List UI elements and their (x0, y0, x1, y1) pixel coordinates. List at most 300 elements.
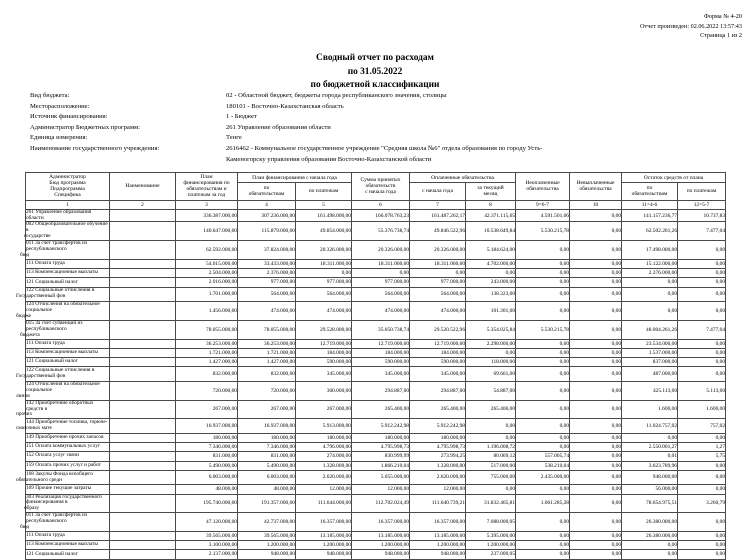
row-value-cell: 0,00 (516, 260, 570, 269)
row-value-cell: 2.435.000,00 (516, 470, 570, 485)
row-value-cell: 5.490.000,00 (176, 461, 238, 470)
colnum: 7 (410, 200, 466, 209)
row-value-cell: 18.311.000,00 (352, 260, 410, 269)
row-value-cell: 5.395.000,00 (466, 532, 516, 541)
row-value-cell: 0,00 (516, 287, 570, 302)
row-value-cell: 184.000,00 (410, 348, 466, 357)
header-undisbursed-obligations (570, 173, 622, 201)
header-line: обязательства (579, 186, 612, 193)
row-value-cell: 590.000,00 (352, 358, 410, 367)
row-label-line: 168 Закупы Фонда всеобщего (26, 470, 93, 477)
header-unpaid-obligations (516, 173, 570, 201)
row-value-cell: 0,00 (570, 367, 622, 382)
row-name-cell (110, 381, 176, 400)
row-code-and-name (26, 452, 110, 461)
row-value-cell: 0,00 (570, 222, 622, 241)
row-value-cell: 5.912.242,98 (410, 419, 466, 434)
row-value-cell: 0,00 (516, 433, 570, 442)
row-value-cell: 831.000,00 (238, 452, 296, 461)
row-value-cell: 1.200.000,00 (410, 541, 466, 550)
row-value-cell: 36.253.000,00 (176, 339, 238, 348)
row-value-cell: 274.000,00 (296, 452, 352, 461)
row-label-line-2: Государственный фон (16, 373, 66, 380)
row-value-cell: 948.000,00 (410, 550, 466, 559)
row-value-cell: 55.376.738,74 (352, 222, 410, 241)
row-label-line: 149 Приобретение прочих запасов (26, 434, 104, 441)
row-value-cell: 6.003.000,00 (238, 470, 296, 485)
row-value-cell: 7.346.000,00 (238, 443, 296, 452)
row-value-cell: 0,00 (570, 287, 622, 302)
row-value-cell: 243.000,00 (466, 278, 516, 287)
header-remainder-by-obligations (622, 183, 678, 200)
row-value-cell: 1.200.000,00 (238, 541, 296, 550)
colnum: 12=5-7 (678, 200, 726, 209)
row-value-cell: 180.000,00 (176, 433, 238, 442)
row-value-cell: 12.000,00 (352, 485, 410, 494)
row-value-cell: 273.994,25 (410, 452, 466, 461)
row-value-cell: 265.400,00 (410, 400, 466, 419)
row-name-cell (110, 433, 176, 442)
param-institution-name-cont: Каменогорску управления образования Восточно-Казахстанской области (226, 155, 432, 163)
row-value-cell: 0,00 (570, 209, 622, 222)
row-value-cell: 33.433.000,00 (238, 260, 296, 269)
row-value-cell: 2.376.000,00 (622, 269, 678, 278)
row-value-cell: 0,00 (516, 541, 570, 550)
row-value-cell: 18.311.000,00 (410, 260, 466, 269)
row-value-cell: 1.061.285,28 (516, 494, 570, 513)
row-value-cell: 0,00 (516, 485, 570, 494)
row-value-cell: 0,00 (678, 241, 726, 260)
row-value-cell: 0,00 (516, 513, 570, 532)
row-value-cell: 0,00 (622, 541, 678, 550)
param-label: Наименование государственного учреждения: (30, 144, 160, 152)
row-code-and-name (26, 339, 110, 348)
row-value-cell: 118.000,00 (466, 358, 516, 367)
row-code-and-name (26, 433, 110, 442)
row-value-cell: 267.000,00 (176, 400, 238, 419)
row-value-cell: 977.000,00 (238, 278, 296, 287)
row-value-cell: 0,00 (570, 348, 622, 357)
row-value-cell: 5.184.624,00 (466, 241, 516, 260)
row-value-cell: 48.000,00 (238, 485, 296, 494)
header-name: Наименование (110, 173, 176, 201)
row-value-cell: 0,00 (678, 287, 726, 302)
row-value-cell: 0,00 (466, 485, 516, 494)
param-value: 180101 - Восточно-Казахстанская область (226, 102, 344, 110)
row-value-cell: 161.487.262,17 (410, 209, 466, 222)
row-value-cell: 0,00 (678, 550, 726, 559)
header-by-payments: по платежам (296, 183, 352, 200)
row-value-cell: 80.069,12 (466, 452, 516, 461)
colnum: 8 (466, 200, 516, 209)
row-label-line: 152 Оплата услуг связи (26, 452, 79, 459)
row-value-cell: 265.400,00 (352, 400, 410, 419)
row-name-cell (110, 287, 176, 302)
header-group-row (26, 173, 726, 183)
row-value-cell: 837.000,00 (622, 358, 678, 367)
row-value-cell: 0,00 (516, 339, 570, 348)
row-value-cell: 29.520.522,96 (410, 320, 466, 339)
row-label-line-2: обязательного средн (16, 476, 62, 483)
row-value-cell: 0,00 (516, 302, 570, 321)
row-value-cell: 16.357.000,00 (352, 513, 410, 532)
table-row (26, 433, 726, 442)
header-classification (26, 173, 110, 201)
row-label-line-2: прочих (16, 411, 33, 418)
row-value-cell: 564.000,00 (296, 287, 352, 302)
row-value-cell: 1.200.000,00 (296, 541, 352, 550)
header-line: финансирования по (183, 180, 230, 187)
row-value-cell: 47.120.000,00 (176, 513, 238, 532)
row-code-and-name (16, 367, 110, 382)
title-line-3: по бюджетной классификации (310, 80, 440, 91)
row-value-cell: 294.887,00 (352, 381, 410, 400)
param-label: Месторасположение: (30, 102, 90, 110)
expenditure-table (16, 172, 726, 560)
row-value-cell: 35.050.738,74 (352, 320, 410, 339)
row-value-cell: 5.912.242,98 (352, 419, 410, 434)
row-value-cell: 5,75 (678, 452, 726, 461)
row-value-cell: 5.530.215,78 (516, 320, 570, 339)
row-value-cell: 15.122.000,00 (622, 260, 678, 269)
report-parameters (30, 93, 730, 167)
row-code-and-name (26, 485, 110, 494)
row-value-cell: 425.113,00 (622, 381, 678, 400)
row-value-cell: 78.055.000,00 (176, 320, 238, 339)
row-label-line: 303 Реализация государственного финансирования в (26, 493, 102, 506)
row-value-cell: 517.000,00 (466, 461, 516, 470)
row-value-cell: 590.000,00 (296, 358, 352, 367)
row-value-cell: 0,00 (516, 400, 570, 419)
table-row (26, 287, 726, 302)
row-label-line: 121 Социальный налог (26, 358, 78, 365)
row-value-cell: 0,00 (622, 433, 678, 442)
row-value-cell: 0,00 (466, 269, 516, 278)
row-label-line: 113 Компенсационные выплаты (26, 541, 98, 548)
row-value-cell: 948.000,00 (352, 550, 410, 559)
row-label-line-2: лиизм (16, 392, 30, 399)
header-group-plan-from-year-start: План финансирования с начала года (238, 173, 352, 183)
row-value-cell: 36.253.000,00 (238, 339, 296, 348)
row-value-cell: 265.400,00 (466, 400, 516, 419)
row-code-and-name (26, 443, 110, 452)
param-program-administrator (30, 125, 730, 136)
form-number: Форма № 4-20 (704, 13, 742, 20)
row-value-cell: 345.000,00 (410, 367, 466, 382)
row-value-cell: 42.371.115,65 (466, 209, 516, 222)
row-value-cell: 1.721.000,00 (176, 348, 238, 357)
row-value-cell: 0,00 (622, 302, 678, 321)
row-code-and-name (26, 532, 110, 541)
row-label-line-2: бюдже (16, 313, 32, 319)
table-row (26, 443, 726, 452)
table-row (26, 302, 726, 321)
row-value-cell: 5.530.215,78 (516, 222, 570, 241)
row-value-cell: 5.354.025,84 (466, 320, 516, 339)
header-line: обязательства (526, 186, 559, 193)
row-label-line: 113 Компенсационные выплаты (26, 269, 98, 276)
row-value-cell: 0,00 (516, 241, 570, 260)
page-number: Страница 1 из 2 (700, 32, 742, 40)
row-value-cell: 54.015.000,00 (176, 260, 238, 269)
row-value-cell: 755.000,00 (466, 470, 516, 485)
row-label-line: 151 Оплата коммунальных услуг (26, 443, 101, 450)
param-value: Тенге (226, 134, 242, 142)
row-value-cell: 2.376.000,00 (238, 269, 296, 278)
row-value-cell: 977.000,00 (410, 278, 466, 287)
row-value-cell: 0,00 (410, 269, 466, 278)
row-code-and-name (26, 278, 110, 287)
row-value-cell: 180.000,00 (352, 433, 410, 442)
row-value-cell: 0,00 (570, 269, 622, 278)
header-line: Специфика (54, 192, 81, 199)
row-value-cell: 2.620.000,00 (296, 470, 352, 485)
row-value-cell: 49.854.000,00 (296, 222, 352, 241)
row-code-and-name (16, 301, 110, 321)
table-row (26, 461, 726, 470)
row-label-line: 124 Отчисления на обязательное социальное (26, 380, 100, 393)
row-label-line: 011 За счет трансфертов из республиканского (26, 512, 87, 525)
row-name-cell (110, 485, 176, 494)
row-value-cell: 20.326.000,00 (296, 241, 352, 260)
row-value-cell: 10.538.649,84 (466, 222, 516, 241)
row-value-cell: 5.913.000,00 (296, 419, 352, 434)
row-value-cell: 720.000,00 (176, 381, 238, 400)
row-code-and-name (26, 494, 110, 513)
header-line: Бюд программа (49, 180, 86, 187)
row-code-and-name (26, 260, 110, 269)
header-annual-plan (176, 173, 238, 201)
row-value-cell: 2.504.000,00 (176, 269, 238, 278)
table-row (26, 550, 726, 559)
row-value-cell: 62.592.000,00 (176, 241, 238, 260)
row-value-cell: 336.387.000,00 (176, 209, 238, 222)
row-value-cell: 4.591.501,06 (516, 209, 570, 222)
row-code-and-name (20, 240, 110, 260)
row-value-cell: 0,00 (570, 494, 622, 513)
header-line: по (646, 185, 653, 192)
row-value-cell: 0,00 (570, 550, 622, 559)
header-line: по (263, 185, 270, 192)
header-line: за текущий (477, 185, 504, 192)
header-group-paid-obligations: Оплаченные обязательства (410, 173, 516, 183)
table-row (26, 241, 726, 260)
row-name-cell (110, 494, 176, 513)
row-value-cell: 3.260,79 (678, 494, 726, 513)
row-name-cell (110, 470, 176, 485)
row-label-line: 122 Социальные отчисления в (26, 287, 95, 294)
row-value-cell: 49.846.522,96 (410, 222, 466, 241)
param-value: 02 - Областной бюджет, бюджеты города республиканского значения, столицы (226, 92, 447, 99)
row-value-cell: 307.236.000,00 (238, 209, 296, 222)
colnum: 4 (238, 200, 296, 209)
row-value-cell: 56.000,00 (622, 485, 678, 494)
row-value-cell: 31.832.465,81 (466, 494, 516, 513)
table-row (26, 209, 726, 222)
header-line: Невыплаченные (576, 180, 615, 187)
row-value-cell: 16.357.000,00 (410, 513, 466, 532)
table-row (26, 532, 726, 541)
row-name-cell (110, 302, 176, 321)
row-value-cell: 977.000,00 (352, 278, 410, 287)
row-value-cell: 115.879.000,00 (238, 222, 296, 241)
colnum: 9=6-7 (516, 200, 570, 209)
row-value-cell: 0,00 (570, 241, 622, 260)
row-code-and-name (26, 461, 110, 470)
row-value-cell: 0,00 (678, 348, 726, 357)
row-value-cell: 13.185.000,00 (352, 532, 410, 541)
row-value-cell: 140.647.000,00 (176, 222, 238, 241)
row-value-cell: 0,00 (570, 532, 622, 541)
row-label-line: 144 Приобретение топлива, горюче- (26, 419, 108, 426)
row-label-line: 169 Прочие текущие затраты (26, 485, 92, 492)
row-value-cell: 1.200.000,00 (352, 541, 410, 550)
row-name-cell (110, 241, 176, 260)
row-value-cell: 1.456.000,00 (176, 302, 238, 321)
row-value-cell: 141.157.236,77 (622, 209, 678, 222)
row-value-cell: 0,00 (570, 433, 622, 442)
header-line: с начала года (365, 189, 396, 196)
row-name-cell (110, 222, 176, 241)
row-value-cell: 0,00 (516, 367, 570, 382)
row-value-cell: 538.210,04 (516, 461, 570, 470)
row-value-cell: 180.000,00 (296, 433, 352, 442)
row-value-cell: 0,00 (516, 269, 570, 278)
row-value-cell: 3.623.789,96 (622, 461, 678, 470)
row-value-cell: 0,00 (678, 485, 726, 494)
row-value-cell: 48.000,00 (176, 485, 238, 494)
row-value-cell: 29.528.000,00 (296, 320, 352, 339)
row-label-line: 015 За счет субвенций из республиканского (26, 319, 83, 332)
table-row (26, 222, 726, 241)
row-value-cell: 474.000,00 (296, 302, 352, 321)
table-row (26, 269, 726, 278)
row-value-cell: 26.380.000,00 (622, 513, 678, 532)
table-header (26, 173, 726, 210)
row-value-cell: 832.000,00 (176, 367, 238, 382)
row-value-cell: 62.502.261,26 (622, 222, 678, 241)
row-code-and-name (26, 550, 110, 559)
table-body (16, 208, 726, 559)
row-label-line-2: бюд (20, 524, 30, 531)
row-value-cell: 42.737.000,00 (238, 513, 296, 532)
row-name-cell (110, 443, 176, 452)
row-value-cell: 0,00 (570, 400, 622, 419)
param-value: 261 Управление образования области (226, 123, 331, 131)
row-value-cell: 7.088.000,05 (466, 513, 516, 532)
row-value-cell: 0,00 (678, 470, 726, 485)
row-label-line: 011 За счет трансфертов из республиканского (26, 240, 87, 253)
param-label: Вид бюджета: (30, 92, 70, 99)
row-code-and-name (26, 541, 110, 550)
row-value-cell: 0,00 (516, 550, 570, 559)
row-value-cell: 832.000,00 (238, 367, 296, 382)
row-value-cell: 5.055.000,00 (352, 470, 410, 485)
row-value-cell: 1.701.000,00 (176, 287, 238, 302)
header-from-year-start: с начала года (410, 183, 466, 200)
row-value-cell: 0,00 (570, 260, 622, 269)
row-value-cell: 17.498.000,00 (622, 241, 678, 260)
row-value-cell: 4.796.000,00 (296, 443, 352, 452)
row-value-cell: 0,00 (570, 513, 622, 532)
colnum: 2 (110, 200, 176, 209)
row-name-cell (110, 532, 176, 541)
row-name-cell (110, 513, 176, 532)
table-row (26, 339, 726, 348)
row-value-cell: 474.000,00 (352, 302, 410, 321)
row-value-cell: 0,00 (622, 550, 678, 559)
table-row (26, 419, 726, 434)
row-value-cell: 757,02 (678, 419, 726, 434)
row-label-line: 111 Оплата труда (26, 532, 65, 539)
header-line: месяц (483, 191, 498, 198)
row-name-cell (110, 209, 176, 222)
row-value-cell: 977.000,00 (296, 278, 352, 287)
row-code-and-name (16, 399, 110, 419)
header-accepted-obligations (352, 173, 410, 201)
row-value-cell: 557.005,74 (516, 452, 570, 461)
row-value-cell: 112.702.024,49 (352, 494, 410, 513)
row-value-cell: 48.004.261,26 (622, 320, 678, 339)
row-value-cell: 101.301,00 (466, 302, 516, 321)
row-value-cell: 16.357.000,00 (296, 513, 352, 532)
row-value-cell: 474.000,00 (410, 302, 466, 321)
row-label-line: 121 Социальный налог (26, 550, 78, 557)
row-value-cell: 20.326.000,00 (410, 241, 466, 260)
table-row (26, 485, 726, 494)
header-line: Администратор (49, 174, 86, 180)
row-value-cell: 191.357.000,00 (238, 494, 296, 513)
row-value-cell: 1.427.000,00 (176, 358, 238, 367)
row-label-line: 159 Оплата прочих услуг и работ (26, 461, 101, 468)
param-value: 1 - Бюджет (226, 113, 257, 121)
row-value-cell: 0,00 (622, 287, 678, 302)
row-value-cell: 69.661,00 (466, 367, 516, 382)
row-value-cell: 26.380.000,00 (622, 532, 678, 541)
row-value-cell: 1.196.008,72 (466, 443, 516, 452)
row-value-cell: 0,00 (570, 358, 622, 367)
row-value-cell: 0,00 (678, 269, 726, 278)
row-value-cell: 20.326.000,00 (352, 241, 410, 260)
row-value-cell: 12.719.000,00 (410, 339, 466, 348)
table-row (26, 358, 726, 367)
row-value-cell: 345.000,00 (296, 367, 352, 382)
header-line: обязательствам (631, 191, 668, 198)
header-group-remainder: Остаток средств от плана (622, 173, 726, 183)
row-name-cell (110, 269, 176, 278)
row-label-line-2: бюд (20, 252, 30, 259)
row-value-cell: 12.000,00 (410, 485, 466, 494)
row-value-cell: 16.937.000,00 (176, 419, 238, 434)
row-name-cell (110, 400, 176, 419)
row-label-line-2: государстве (24, 233, 51, 240)
row-value-cell: 948.000,00 (238, 550, 296, 559)
header-line: Подпрограмма (50, 186, 85, 193)
row-value-cell: 0,00 (678, 260, 726, 269)
row-code-and-name (16, 380, 110, 400)
header-remainder-by-payments: по платежам (678, 183, 726, 200)
row-value-cell: 267.000,00 (238, 400, 296, 419)
header-line: обязательств (365, 183, 396, 190)
row-name-cell (110, 358, 176, 367)
row-value-cell: 0,00 (570, 443, 622, 452)
row-value-cell: 4.702.000,00 (466, 260, 516, 269)
row-value-cell: 0,00 (516, 348, 570, 357)
row-value-cell: 7.477,04 (678, 222, 726, 241)
row-value-cell: 16.937.000,00 (238, 419, 296, 434)
row-value-cell: 948.000,00 (622, 470, 678, 485)
row-value-cell: 0,00 (678, 278, 726, 287)
